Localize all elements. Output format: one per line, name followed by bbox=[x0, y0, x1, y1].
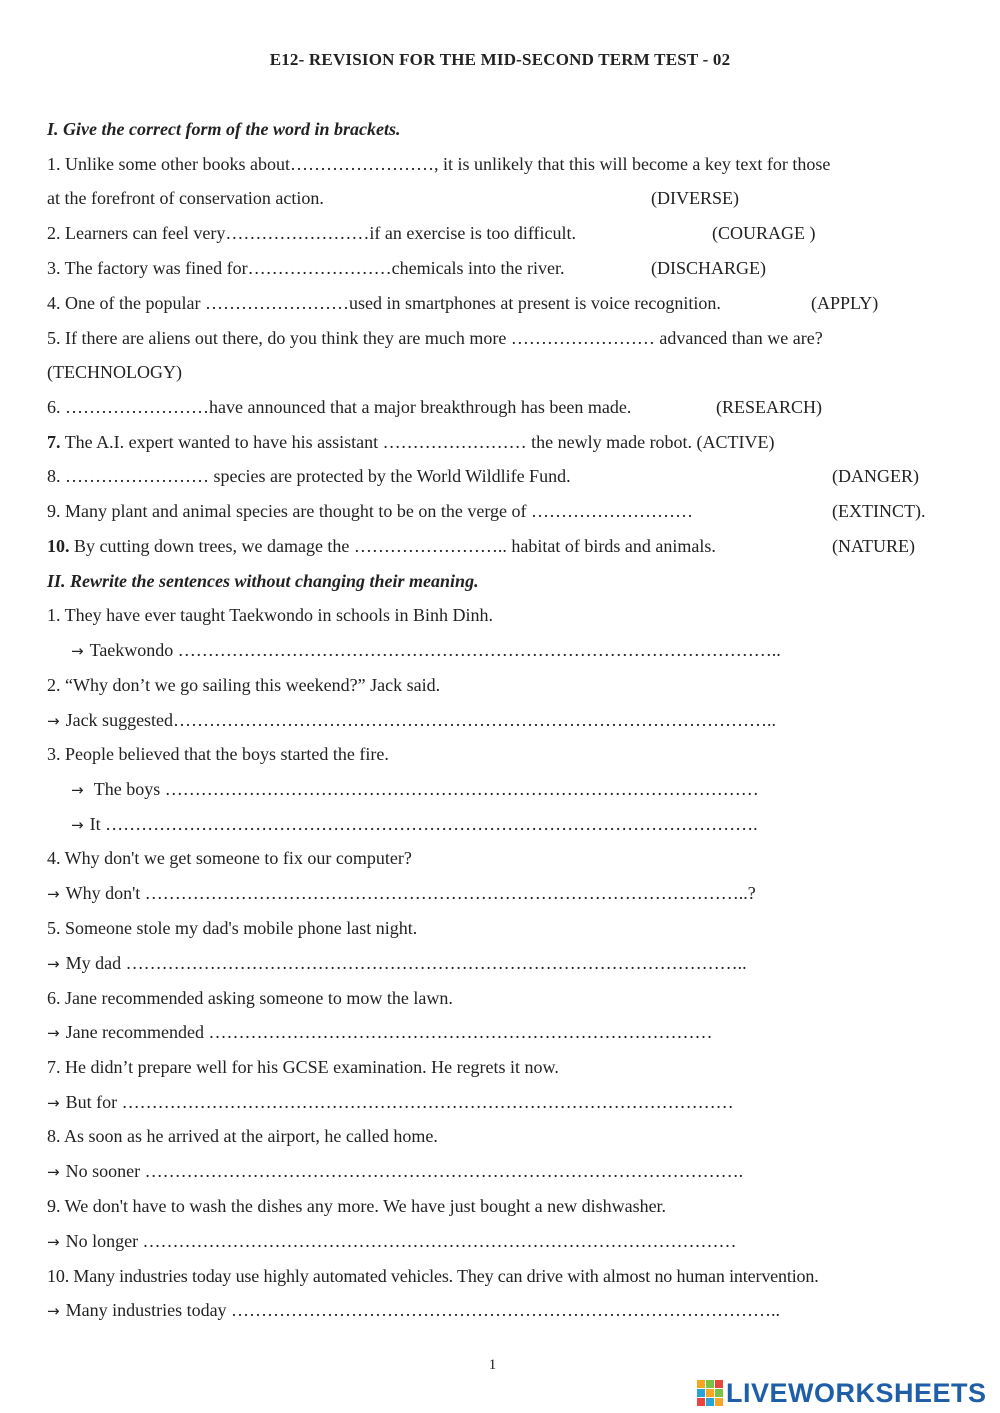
s2-q8: 8. As soon as he arrived at the airport, he called home. bbox=[47, 1126, 438, 1146]
s1-q1-line2: at the forefront of conservation action. bbox=[47, 188, 324, 208]
s2-q3: 3. People believed that the boys started the fire. bbox=[47, 744, 389, 764]
s2-q9-answer bbox=[47, 1230, 737, 1253]
liveworksheets-logo bbox=[696, 1378, 987, 1408]
s2-q6: 6. Jane recommended asking someone to mow the lawn. bbox=[47, 988, 453, 1008]
s2-q10: 10. Many industries today use highly automated vehicles. They can drive with almost no human intervention. bbox=[47, 1266, 819, 1286]
arrow-icon: → bbox=[47, 712, 60, 730]
arrow-icon: → bbox=[47, 1302, 60, 1320]
s2-q9: 9. We don't have to wash the dishes any more. We have just bought a new dishwasher. bbox=[47, 1196, 667, 1216]
s2-q7-answer bbox=[47, 1091, 734, 1114]
s1-q7-num: 7. bbox=[47, 432, 61, 452]
s2-q1: 1. They have ever taught Taekwondo in schools in Binh Dinh. bbox=[47, 605, 494, 625]
s2-q4-answer bbox=[47, 882, 756, 905]
s2-q5: 5. Someone stole my dad's mobile phone last night. bbox=[47, 918, 418, 938]
s2-q2-answer-text: Jack suggested……………………………………………………………………………………….. bbox=[65, 710, 777, 730]
s1-q8-word: (DANGER) bbox=[832, 466, 919, 486]
s2-q8-answer-text: No sooner ………………………………………………………………………………………. bbox=[65, 1161, 744, 1181]
s1-q6: 6. ……………………have announced that a major breakthrough has been made. bbox=[47, 397, 632, 417]
s2-q2-answer bbox=[47, 709, 776, 732]
s1-q5-line1: 5. If there are aliens out there, do you think they are much more …………………… advanced than we are? bbox=[47, 328, 823, 348]
s2-q9-answer-text: No longer ……………………………………………………………………………………… bbox=[65, 1231, 737, 1251]
s2-q3-answer1 bbox=[71, 778, 759, 801]
s1-q10-num: 10. bbox=[47, 536, 70, 556]
section2-heading: II. Rewrite the sentences without changing their meaning. bbox=[47, 571, 479, 591]
arrow-icon: → bbox=[47, 1024, 60, 1042]
s1-q9-word: (EXTINCT). bbox=[832, 501, 926, 521]
s2-q10-answer bbox=[47, 1299, 780, 1322]
liveworksheets-logo-icon bbox=[696, 1379, 724, 1407]
s2-q3-answer1-text: The boys ……………………………………………………………………………………… bbox=[89, 779, 759, 799]
s2-q3-answer2 bbox=[71, 813, 758, 836]
s1-q9: 9. Many plant and animal species are thought to be on the verge of ……………………… bbox=[47, 501, 694, 521]
s2-q8-answer bbox=[47, 1160, 743, 1183]
s1-q1-word: (DIVERSE) bbox=[651, 188, 739, 208]
s2-q1-answer bbox=[71, 639, 781, 662]
s1-q7-text: The A.I. expert wanted to have his assistant …………………… the newly made robot. (ACTIVE) bbox=[64, 432, 775, 452]
s2-q3-answer2-text: It ………………………………………………………………………………………………. bbox=[89, 814, 758, 834]
s1-q4-word: (APPLY) bbox=[811, 293, 879, 313]
page-number: 1 bbox=[488, 1357, 497, 1373]
arrow-icon: → bbox=[47, 955, 60, 973]
s1-q8: 8. …………………… species are protected by the World Wildlife Fund. bbox=[47, 466, 571, 486]
s2-q1-answer-text: Taekwondo ……………………………………………………………………………………….. bbox=[89, 640, 781, 660]
s1-q1-line1: 1. Unlike some other books about……………………, it is unlikely that this will become a key text for those bbox=[47, 154, 831, 174]
arrow-icon: → bbox=[71, 642, 84, 660]
s1-q6-word: (RESEARCH) bbox=[716, 397, 823, 417]
s1-q7 bbox=[47, 431, 775, 453]
arrow-icon: → bbox=[47, 885, 60, 903]
page-title: E12- REVISION FOR THE MID-SECOND TERM TEST - 02 bbox=[269, 50, 731, 69]
arrow-icon: → bbox=[47, 1163, 60, 1181]
s2-q5-answer bbox=[47, 952, 747, 975]
s1-q2-word: (COURAGE ) bbox=[712, 223, 816, 243]
s1-q5-word: (TECHNOLOGY) bbox=[47, 362, 182, 382]
s2-q6-answer bbox=[47, 1021, 713, 1044]
arrow-icon: → bbox=[47, 1094, 60, 1112]
s1-q2: 2. Learners can feel very……………………if an exercise is too difficult. bbox=[47, 223, 576, 243]
s1-q10 bbox=[47, 535, 716, 557]
arrow-icon: → bbox=[71, 816, 84, 834]
liveworksheets-brand-text: LIVEWORKSHEETS bbox=[726, 1377, 987, 1408]
s2-q7: 7. He didn’t prepare well for his GCSE examination. He regrets it now. bbox=[47, 1057, 559, 1077]
s2-q10-answer-text: Many industries today ……………………………………………………………………………….. bbox=[65, 1300, 781, 1320]
s1-q10-word: (NATURE) bbox=[832, 536, 915, 556]
s2-q2: 2. “Why don’t we go sailing this weekend?” Jack said. bbox=[47, 675, 441, 695]
s2-q6-answer-text: Jane recommended ………………………………………………………………………… bbox=[65, 1022, 713, 1042]
s1-q10-text: By cutting down trees, we damage the …………………….. habitat of birds and animals. bbox=[74, 536, 716, 556]
arrow-icon: → bbox=[47, 1233, 60, 1251]
s2-q4-answer-text: Why don't ………………………………………………………………………………………..? bbox=[65, 883, 756, 903]
s2-q5-answer-text: My dad ………………………………………………………………………………………….. bbox=[65, 953, 747, 973]
s2-q7-answer-text: But for ………………………………………………………………………………………… bbox=[65, 1092, 734, 1112]
s1-q3: 3. The factory was fined for……………………chemicals into the river. bbox=[47, 258, 565, 278]
s1-q3-word: (DISCHARGE) bbox=[651, 258, 766, 278]
s1-q4: 4. One of the popular ……………………used in smartphones at present is voice recognition. bbox=[47, 293, 721, 313]
s2-q4: 4. Why don't we get someone to fix our computer? bbox=[47, 848, 412, 868]
arrow-icon: → bbox=[71, 781, 84, 799]
section1-heading: I. Give the correct form of the word in brackets. bbox=[47, 119, 401, 139]
